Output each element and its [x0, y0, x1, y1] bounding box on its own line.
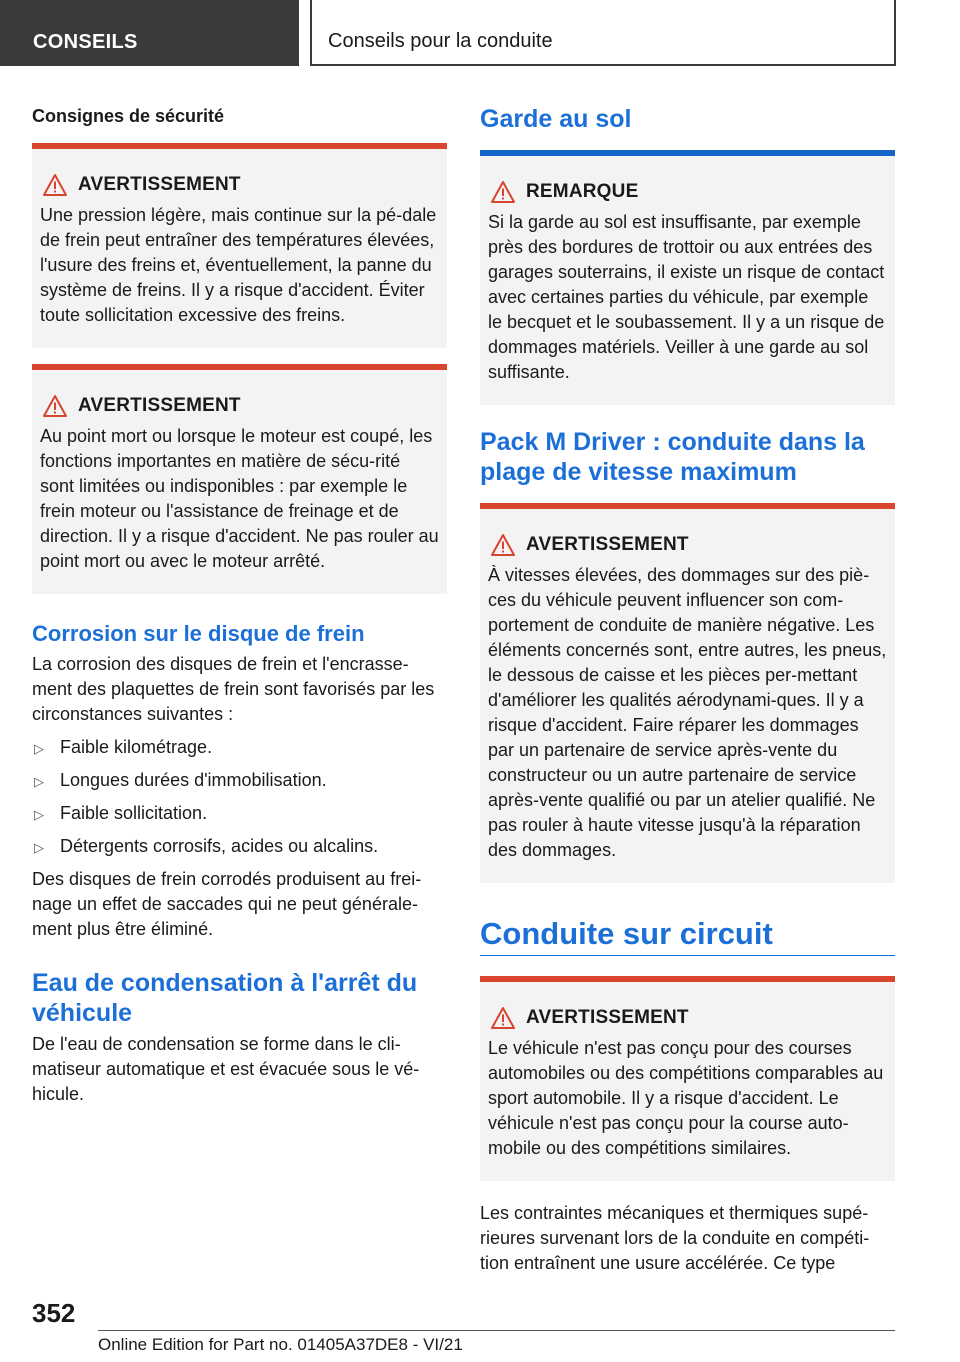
warning-box-neutral: [32, 364, 447, 594]
corrosion-outro: Des disques de frein corrodés produisent au frei-nage un effet de saccades qui ne peut générale-ment plus être éliminé.: [32, 869, 422, 939]
list-item: ▷ Faible sollicitation.: [32, 801, 447, 827]
warning-triangle-icon: [42, 173, 68, 197]
chapter-title: Conseils pour la conduite: [310, 0, 896, 66]
warning-box-brake-pressure: [32, 143, 447, 348]
condensation-text: De l'eau de condensation se forme dans le cli-matiseur automatique et est évacuée sous le vé-hicule.: [32, 1034, 420, 1104]
corrosion-heading: Corrosion sur le disque de frein: [32, 621, 365, 646]
warning-triangle-icon: [490, 1006, 516, 1030]
triangle-bullet-icon: ▷: [34, 774, 44, 789]
garde-heading: Garde au sol: [480, 105, 632, 133]
condensation-heading: Eau de condensation à l'arrêt du véhicule: [32, 969, 418, 1027]
list-item: ▷ Longues durées d'immobilisation.: [32, 768, 447, 794]
triangle-bullet-icon: ▷: [34, 807, 44, 822]
page-number: 352: [32, 1298, 76, 1328]
warning-box-high-speed: [480, 503, 895, 883]
warning-title: AVERTISSEMENT: [78, 174, 241, 195]
pack-heading: Pack M Driver : conduite dans la plage de vitesse maximum: [480, 428, 865, 486]
warning-text: Au point mort ou lorsque le moteur est coupé, les fonctions importantes en matière de sécu-rité sont limitées ou indisponibles : par exemple le frein moteur ou l'assistance de freinage et de direction. Il y a risque d'accident. Ne pas rouler au point mort ou avec le moteur arrêté.: [40, 426, 439, 571]
warning-box-circuit: [480, 976, 895, 1181]
warning-text: Une pression légère, mais continue sur la pé-dale de frein peut entraîner des températures élevées, l'usure des freins et, éventuellement, la panne du système de freins. Il y a risque d'accident. Éviter toute sollicitation excessive des freins.: [40, 205, 437, 325]
warning-triangle-icon: [490, 180, 516, 204]
notice-box-ground-clearance: [480, 150, 895, 405]
edition-text: Online Edition for Part no. 01405A37DE8 - VI/21: [98, 1335, 463, 1354]
triangle-bullet-icon: ▷: [34, 741, 44, 756]
circuit-text: Les contraintes mécaniques et thermiques supé-rieures survenant lors de la conduite en compéti-tion entraînent une usure accélérée. Ce type: [480, 1203, 870, 1273]
warning-title: AVERTISSEMENT: [526, 534, 689, 555]
safety-subheading: Consignes de sécurité: [32, 106, 225, 126]
warning-text: À vitesses élevées, des dommages sur des piè-ces du véhicule peuvent influencer son com-portement de conduite de manière négative. Les éléments concernés sont, entre autres, les pneus, le dessous de caisse et les pièces per-mettant d'améliorer les qualités aérodynami-ques. Il y a risque d'accident. Faire réparer les dommages par un partenaire de service après-vente du constructeur ou un autre partenaire de service après-vente qualifié ou par un atelier qualifié. Ne pas rouler à haute vitesse jusqu'à la réparation des dommages.: [488, 565, 887, 860]
notice-text: Si la garde au sol est insuffisante, par exemple près des bordures de trottoir ou aux entrées des garages souterrains, il existe un risque de contact avec certaines parties du véhicule, par exemple le becquet et le soubassement. Il y a un risque de dommages matériels. Veiller à une garde au sol suffisante.: [488, 212, 885, 382]
triangle-bullet-icon: ▷: [34, 840, 44, 855]
list-item: ▷ Faible kilométrage.: [32, 735, 447, 761]
warning-title: AVERTISSEMENT: [78, 395, 241, 416]
left-column: [32, 100, 447, 1107]
warning-title: AVERTISSEMENT: [526, 1007, 689, 1028]
corrosion-intro: La corrosion des disques de frein et l'encrasse-ment des plaquettes de frein sont favorisés par les circonstances suivantes :: [32, 654, 435, 724]
list-item: ▷ Détergents corrosifs, acides ou alcalins.: [32, 834, 447, 860]
warning-triangle-icon: [490, 533, 516, 557]
section-tab: CONSEILS: [0, 0, 299, 66]
footer-divider: [98, 1330, 895, 1331]
page-header: [0, 0, 960, 66]
corrosion-list: [32, 735, 447, 860]
right-column: [480, 100, 895, 1276]
notice-title: REMARQUE: [526, 181, 639, 202]
circuit-heading: Conduite sur circuit: [480, 915, 895, 956]
warning-text: Le véhicule n'est pas conçu pour des courses automobiles ou des compétitions comparables au sport automobile. Il y a risque d'accident. Le véhicule n'est pas conçu pour la course auto-mobile ou des compétitions similaires.: [488, 1038, 884, 1158]
warning-triangle-icon: [42, 394, 68, 418]
